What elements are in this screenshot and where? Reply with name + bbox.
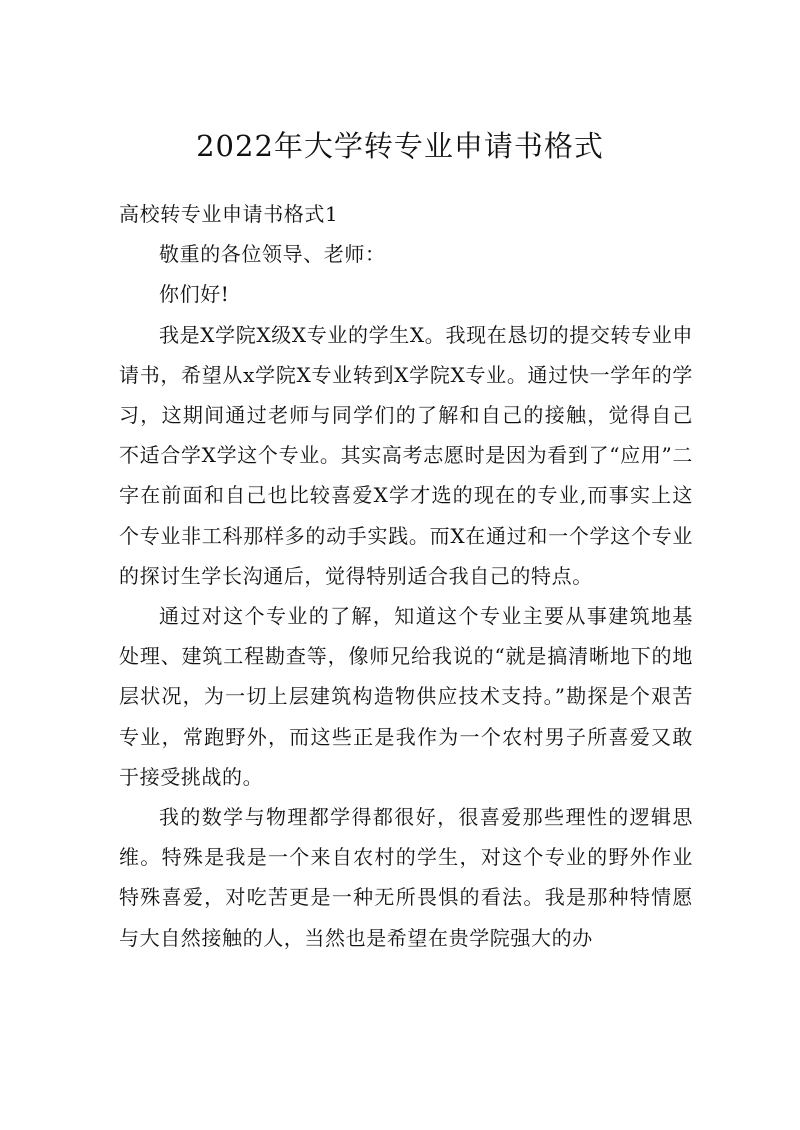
greeting-paragraph: 你们好! — [159, 282, 230, 307]
document-title: 2022年大学转专业申请书格式 — [196, 129, 604, 163]
salutation-paragraph: 敬重的各位领导、老师： — [159, 242, 386, 267]
document-body — [119, 194, 693, 958]
body-paragraph: 我是X学院X级X专业的学生X。我现在恳切的提交转专业申请书，希望从x学院X专业转到X学院X专业。通过快一学年的学习，这期间通过老师与同学们的了解和自己的接触，觉得自己不适合学X学这个专业。其实高考志愿时是因为看到了“应用”二字在前面和自己也比较喜爱X学才选的现在的专业,而事实上这个专业非工科那样多的动手实践。而X在通过和一个学这个专业的探讨生学长沟通后，觉得特别适合我自己的特点。 — [119, 322, 693, 588]
body-paragraph: 通过对这个专业的了解，知道这个专业主要从事建筑地基处理、建筑工程勘查等，像师兄给我说的“就是搞清晰地下的地层状况，为一切上层建筑构造物供应技术支持。”勘探是个艰苦专业，常跑野外，而这些正是我作为一个农村男子所喜爱又敢于接受挑战的。 — [119, 604, 693, 789]
body-paragraph: 我的数学与物理都学得都很好，很喜爱那些理性的逻辑思维。特殊是我是一个来自农村的学生，对这个专业的野外作业特殊喜爱，对吃苦更是一种无所畏惧的看法。我是那种特情愿与大自然接触的人，当然也是希望在贵学院强大的办 — [119, 805, 693, 950]
document-subtitle: 高校转专业申请书格式1 — [119, 202, 339, 226]
